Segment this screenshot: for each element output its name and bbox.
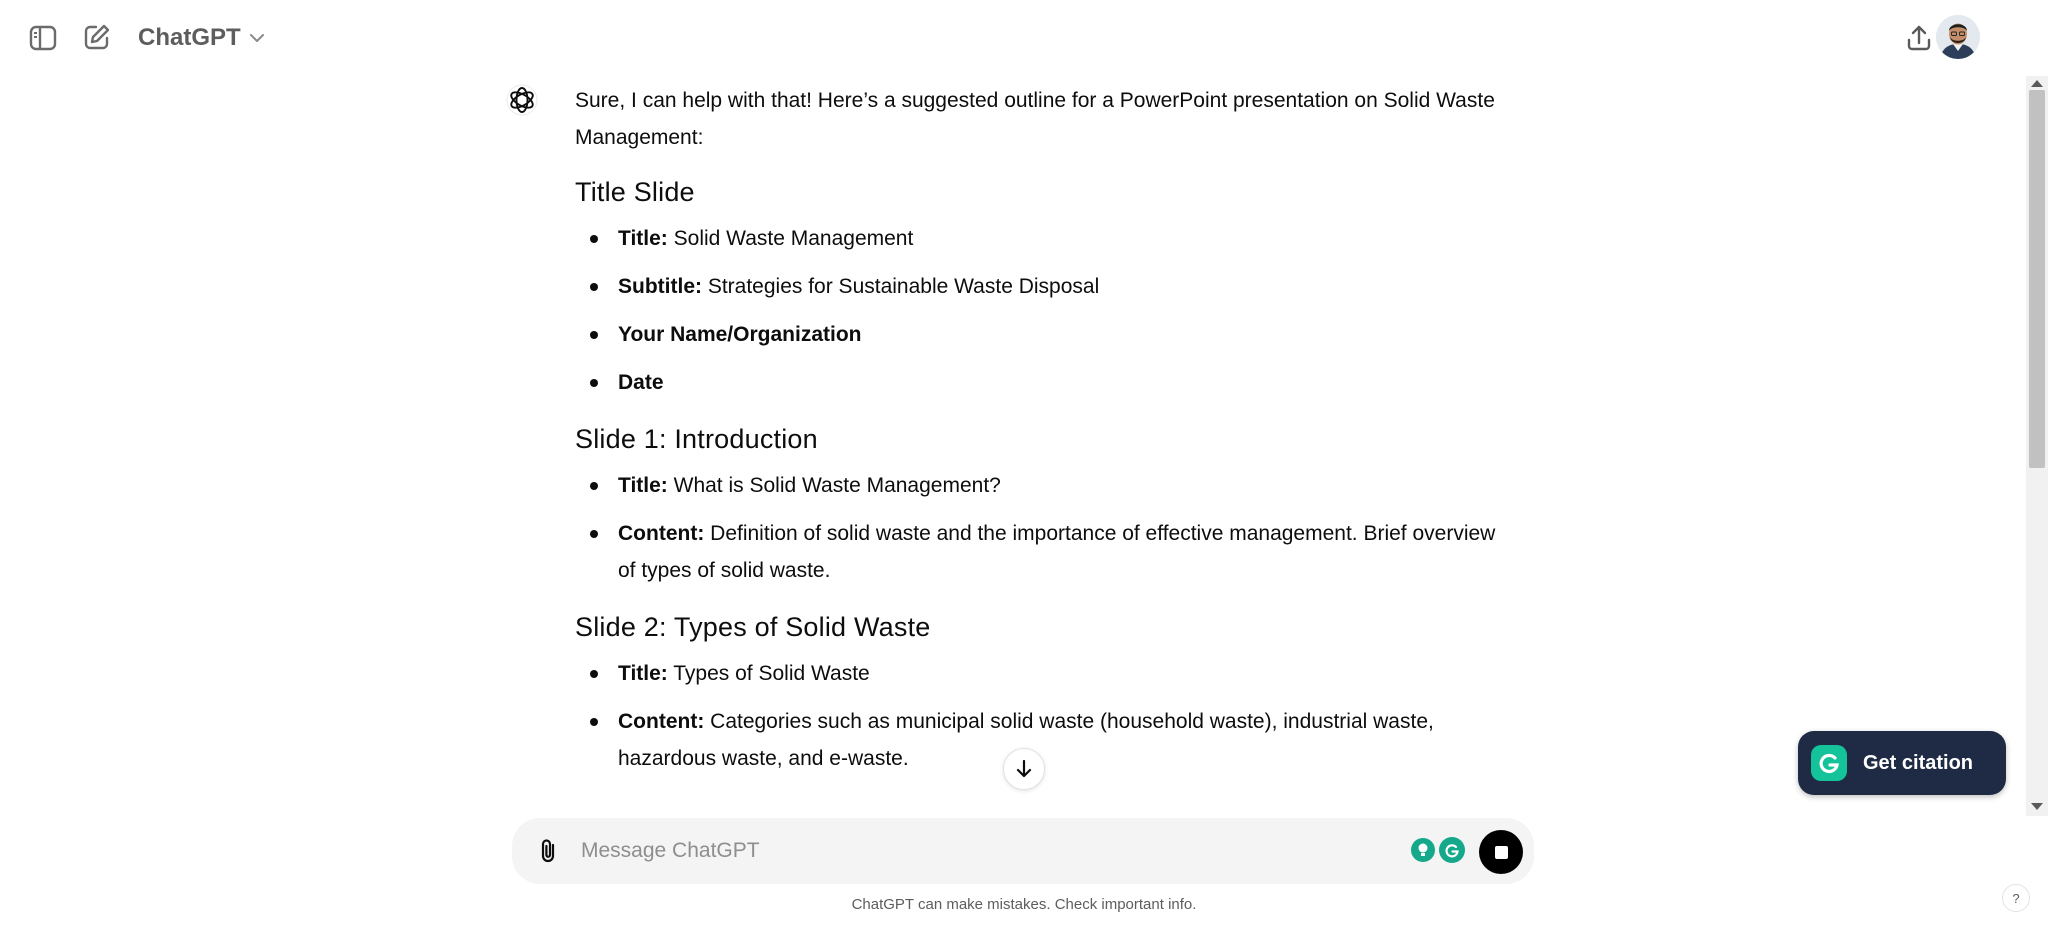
message-input[interactable] bbox=[581, 834, 1281, 868]
help-button[interactable]: ? bbox=[2002, 884, 2030, 912]
get-citation-label: Get citation bbox=[1863, 751, 1974, 774]
model-name: ChatGPT bbox=[138, 24, 241, 51]
openai-logo-icon bbox=[506, 84, 538, 116]
avatar-icon bbox=[1936, 15, 1980, 59]
scrollbar[interactable] bbox=[2026, 76, 2048, 816]
list-item: Content: Definition of solid waste and the importance of effective management. Brief overview of types of solid waste. bbox=[575, 515, 1515, 589]
get-citation-button[interactable] bbox=[1798, 731, 2006, 795]
scroll-to-bottom-button[interactable] bbox=[1003, 748, 1045, 790]
new-chat-button[interactable] bbox=[76, 16, 118, 58]
grammarly-icon[interactable] bbox=[1439, 837, 1465, 863]
new-chat-icon bbox=[83, 23, 111, 51]
stop-generating-button[interactable] bbox=[1479, 830, 1523, 874]
paperclip-icon bbox=[537, 837, 559, 865]
section-list bbox=[575, 655, 1515, 777]
scroll-down-arrow-icon[interactable] bbox=[2031, 803, 2043, 810]
message-composer bbox=[512, 818, 1534, 884]
sidebar-toggle-icon bbox=[29, 25, 57, 51]
assistant-avatar bbox=[506, 84, 538, 116]
extension-icons bbox=[1411, 834, 1467, 866]
stop-icon bbox=[1495, 846, 1508, 859]
list-item: Date bbox=[575, 364, 1515, 401]
scroll-up-arrow-icon[interactable] bbox=[2031, 80, 2043, 87]
list-item: Title: What is Solid Waste Management? bbox=[575, 467, 1515, 504]
lightbulb-icon[interactable] bbox=[1411, 838, 1435, 862]
list-item: Your Name/Organization bbox=[575, 316, 1515, 353]
top-bar bbox=[0, 0, 2026, 76]
section-list bbox=[575, 467, 1515, 589]
assistant-message bbox=[575, 82, 1515, 797]
share-icon bbox=[1905, 23, 1933, 53]
sidebar-toggle-button[interactable] bbox=[22, 18, 64, 58]
list-item: Title: Types of Solid Waste bbox=[575, 655, 1515, 692]
scroll-thumb[interactable] bbox=[2029, 90, 2045, 468]
disclaimer-text: ChatGPT can make mistakes. Check important info. bbox=[851, 896, 1197, 913]
list-item: Subtitle: Strategies for Sustainable Waste Disposal bbox=[575, 268, 1515, 305]
section-list bbox=[575, 220, 1515, 401]
arrow-down-icon bbox=[1014, 758, 1034, 780]
model-switcher[interactable] bbox=[132, 18, 271, 58]
section-heading: Slide 1: Introduction bbox=[575, 424, 818, 454]
list-item: Title: Solid Waste Management bbox=[575, 220, 1515, 257]
user-avatar[interactable] bbox=[1936, 15, 1980, 59]
attach-button[interactable] bbox=[532, 835, 564, 867]
list-item: Content: Categories such as municipal solid waste (household waste), industrial waste, hazardous waste, and e-waste. bbox=[575, 703, 1515, 777]
grammarly-logo-icon bbox=[1811, 745, 1847, 781]
section-heading: Slide 2: Types of Solid Waste bbox=[575, 612, 931, 642]
section-heading: Title Slide bbox=[575, 177, 695, 207]
message-intro: Sure, I can help with that! Here’s a suggested outline for a PowerPoint presentation on Solid Waste Management: bbox=[575, 89, 1495, 149]
chevron-down-icon bbox=[249, 32, 265, 44]
